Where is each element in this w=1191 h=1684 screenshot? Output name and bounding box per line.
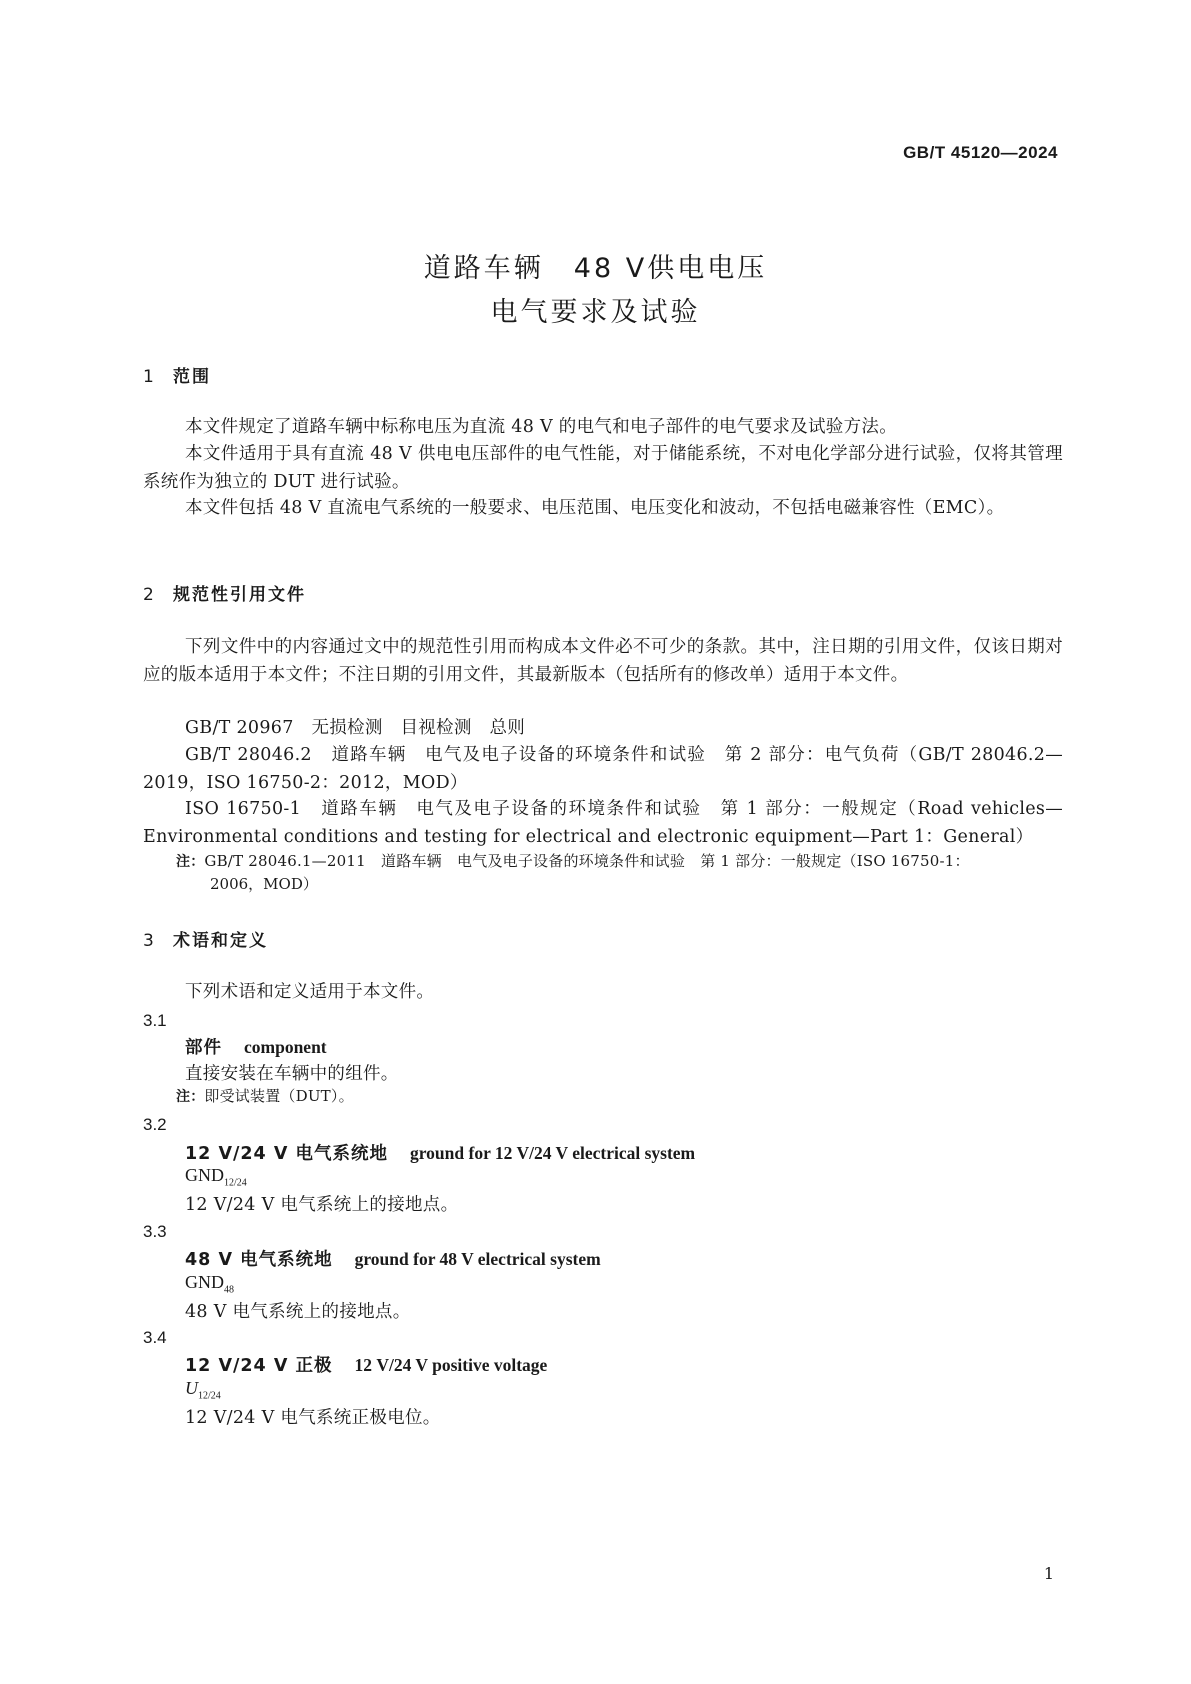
symbol-subscript: 48 (224, 1284, 234, 1296)
standard-code: GB/T 45120—2024 (903, 143, 1058, 162)
term-name-en: ground for 12 V/24 V electrical system (409, 1143, 696, 1163)
document-title-line2: 电气要求及试验 (490, 297, 701, 328)
symbol-base: GND (185, 1165, 224, 1185)
term-name-en: 12 V/24 V positive voltage (354, 1355, 548, 1375)
reference-gbt-28046-2: GB/T 28046.2 道路车辆 电气及电子设备的环境条件和试验 第 2 部分：电气负荷（GB/T 28046.2—2019，ISO 16750-2：2012，MOD） (143, 745, 1063, 793)
page-number: 1 (1043, 1564, 1054, 1583)
term-name (185, 1352, 547, 1377)
section-2-paragraph-1: 下列文件中的内容通过文中的规范性引用而构成本文件必不可少的条款。其中，注日期的引用文件，仅该日期对应的版本适用于本文件；不注日期的引用文件，其最新版本（包括所有的修改单）适用于本文件。 (143, 637, 1063, 685)
term-definition: 12 V/24 V 电气系统正极电位。 (185, 1408, 441, 1428)
symbol-base: GND (185, 1272, 224, 1292)
term-name-en: ground for 48 V electrical system (354, 1249, 601, 1269)
term-definition: 12 V/24 V 电气系统上的接地点。 (185, 1195, 459, 1215)
section-2-note-continuation: 2006，MOD） (210, 875, 318, 893)
section-3-intro: 下列术语和定义适用于本文件。 (185, 982, 435, 1002)
term-name (185, 1246, 601, 1271)
section-2-heading (143, 580, 306, 605)
term-name (185, 1140, 695, 1165)
term-name-zh: 48 V 电气系统地 (185, 1250, 333, 1270)
note-label: 注： (176, 1089, 205, 1105)
section-3-heading (143, 926, 268, 951)
reference-gbt-20967: GB/T 20967 无损检测 目视检测 总则 (185, 718, 526, 738)
section-1-paragraph-3: 本文件包括 48 V 直流电气系统的一般要求、电压范围、电压变化和波动，不包括电磁兼容性（EMC）。 (185, 498, 1005, 518)
section-1-heading (143, 362, 211, 387)
document-title-line1: 道路车辆 48 V供电电压 (423, 253, 768, 284)
term-name-zh: 部件 (185, 1038, 222, 1058)
term-definition: 48 V 电气系统上的接地点。 (185, 1302, 411, 1322)
term-number: 3.4 (143, 1328, 167, 1347)
section-1-paragraph-1: 本文件规定了道路车辆中标称电压为直流 48 V 的电气和电子部件的电气要求及试验方法。 (185, 417, 897, 437)
term-number: 3.3 (143, 1222, 167, 1241)
section-number: 1 (143, 367, 156, 387)
term-symbol (185, 1378, 221, 1402)
term-name-zh: 12 V/24 V 正极 (185, 1356, 333, 1376)
symbol-subscript: 12/24 (198, 1390, 221, 1402)
term-number: 3.1 (143, 1011, 167, 1030)
section-number: 2 (143, 585, 156, 605)
symbol-subscript: 12/24 (224, 1177, 247, 1189)
section-number: 3 (143, 931, 156, 951)
note-text: 即受试装置（DUT）。 (204, 1087, 354, 1105)
term-symbol (185, 1165, 247, 1189)
term-definition: 直接安装在车辆中的组件。 (185, 1064, 399, 1084)
term-symbol (185, 1272, 234, 1296)
section-title: 术语和定义 (173, 931, 268, 951)
symbol-base: U (185, 1378, 198, 1398)
term-name (185, 1034, 327, 1059)
term-name-zh: 12 V/24 V 电气系统地 (185, 1144, 388, 1164)
section-1-paragraph-2: 本文件适用于具有直流 48 V 供电电压部件的电气性能，对于储能系统，不对电化学部分进行试验，仅将其管理系统作为独立的 DUT 进行试验。 (143, 444, 1063, 492)
term-note (176, 1083, 354, 1110)
section-title: 范围 (173, 367, 211, 387)
note-label: 注： (176, 854, 205, 870)
section-title: 规范性引用文件 (173, 585, 306, 605)
term-number: 3.2 (143, 1115, 167, 1134)
note-text: GB/T 28046.1—2011 道路车辆 电气及电子设备的环境条件和试验 第 1 部分：一般规定（ISO 16750-1： (204, 852, 970, 870)
term-name-en: component (244, 1037, 327, 1057)
reference-iso-16750-1: ISO 16750-1 道路车辆 电气及电子设备的环境条件和试验 第 1 部分：一般规定（Road vehicles—Environmental conditions and testing for electrical and electronic equipment—Part 1：General） (143, 799, 1063, 847)
